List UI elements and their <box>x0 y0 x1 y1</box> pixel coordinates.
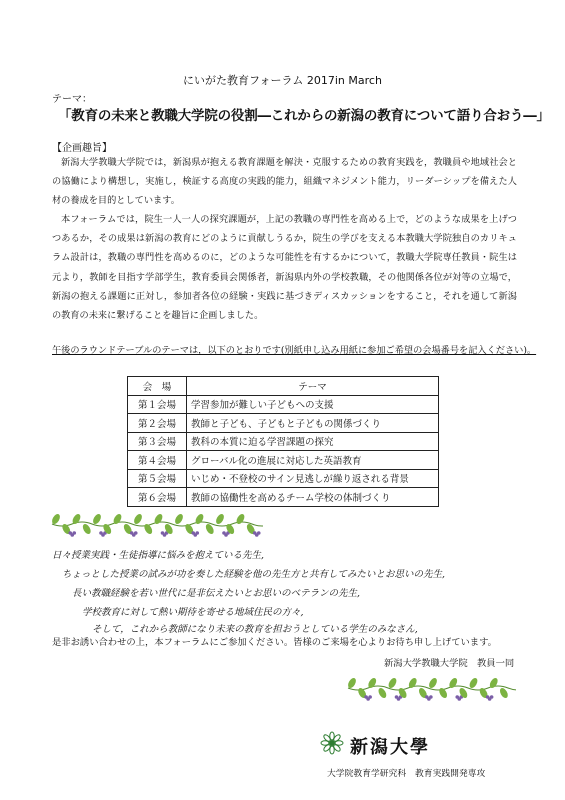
venue-cell: 第４会場 <box>128 451 187 470</box>
table-row <box>128 451 439 470</box>
university-emblem-icon <box>320 731 344 755</box>
theme-cell: 教師の協働性を高めるチーム学校の体制づくり <box>187 488 439 507</box>
venue-cell: 第５会場 <box>128 469 187 488</box>
vine-decoration-top <box>48 508 263 540</box>
table-header-row <box>128 377 439 396</box>
venue-cell: 第２会場 <box>128 414 187 433</box>
table-row <box>128 414 439 433</box>
header-theme: テーマ <box>187 377 439 396</box>
header-venue: 会 場 <box>128 377 187 396</box>
university-name: 新潟大學 <box>350 737 430 758</box>
theme-cell: 教師と子ども、子どもと子どもの関係づくり <box>187 414 439 433</box>
invitation-line-3: 長い教職経験を若い世代に是非伝えたいとお思いのベテランの先生, <box>72 588 361 599</box>
closing-text: 是非お誘い合わせの上，本フォーラムにご参加ください。皆様のご来場を心よりお待ち申し上げています。 <box>52 637 497 648</box>
table-row <box>128 469 439 488</box>
venue-cell: 第１会場 <box>128 395 187 414</box>
theme-cell: 教科の本質に迫る学習課題の探究 <box>187 432 439 451</box>
event-title: にいがた教育フォーラム 2017in March <box>183 74 382 87</box>
invitation-line-5: そして，これから教師になり未来の教育を担おうとしている学生のみなさん, <box>92 624 418 635</box>
table-row <box>128 488 439 507</box>
purpose-heading: 【企画趣旨】 <box>52 143 112 154</box>
table-row <box>128 395 439 414</box>
venue-table <box>127 376 439 507</box>
invitation-line-2: ちょっとした授業の試みが功を奏した経験を他の先生方と共有してみたいとお思いの先生, <box>62 569 446 580</box>
invitation-line-1: 日々授業実践・生徒指導に悩みを抱えている先生, <box>52 550 265 561</box>
main-theme: 「教育の未来と教職大学院の役割―これからの新潟の教育について語り合おう―」 <box>58 108 550 124</box>
theme-cell: 学習参加が難しい子どもへの支援 <box>187 395 439 414</box>
vine-decoration-bottom <box>344 673 516 703</box>
venue-cell: 第６会場 <box>128 488 187 507</box>
theme-cell: いじめ・不登校のサイン見逃しが繰り返される背景 <box>187 469 439 488</box>
table-row <box>128 432 439 451</box>
theme-label: テーマ： <box>52 94 92 105</box>
venue-cell: 第３会場 <box>128 432 187 451</box>
purpose-paragraph-1: 新潟大学教職大学院では，新潟県が抱える教育課題を解決・克服するための教育実践を，教職員や地域社会との協働により構想し，実施し，検証する高度の実践的能力，組織マネジメント能力，リーダーシップを備えた人材の養成を目的としています。 <box>52 157 517 207</box>
purpose-paragraph-2: 本フォーラムでは，院生一人一人の探究課題が，上記の教職の専門性を高める上で，どのような成果を上げつつあるか，その成果は新潟の教育にどのように貢献しうるか，院生の学びを支える本教職大学院独自のカリキュラム設計は，教職の専門性を高めるのに，どのような可能性を有するかについて，教職大学院専任教員・院生は元より，教師を目指す学部学生，教育委員会関係者，新潟県内外の学校教職，その他関係各位が対等の立場で，新潟の抱える課題に正対し，参加者各位の経験・実践に基づきディスカッションをすること，それを通して新潟の教育の未来に繋げることを趣旨に企画しました。 <box>52 214 517 322</box>
invitation-line-4: 学校教育に対して熱い期待を寄せる地域住民の方々, <box>82 607 304 618</box>
roundtable-intro: 午後のラウンドテーブルのテーマは，以下のとおりです(別紙申し込み用紙に参加ご希望の会場番号を記入ください)。 <box>52 345 537 356</box>
theme-cell: グローバル化の進展に対応した英語教育 <box>187 451 439 470</box>
department-name: 大学院教育学研究科 教育実践開発専攻 <box>327 769 486 779</box>
signature: 新潟大学教職大学院 教員一同 <box>384 658 515 669</box>
